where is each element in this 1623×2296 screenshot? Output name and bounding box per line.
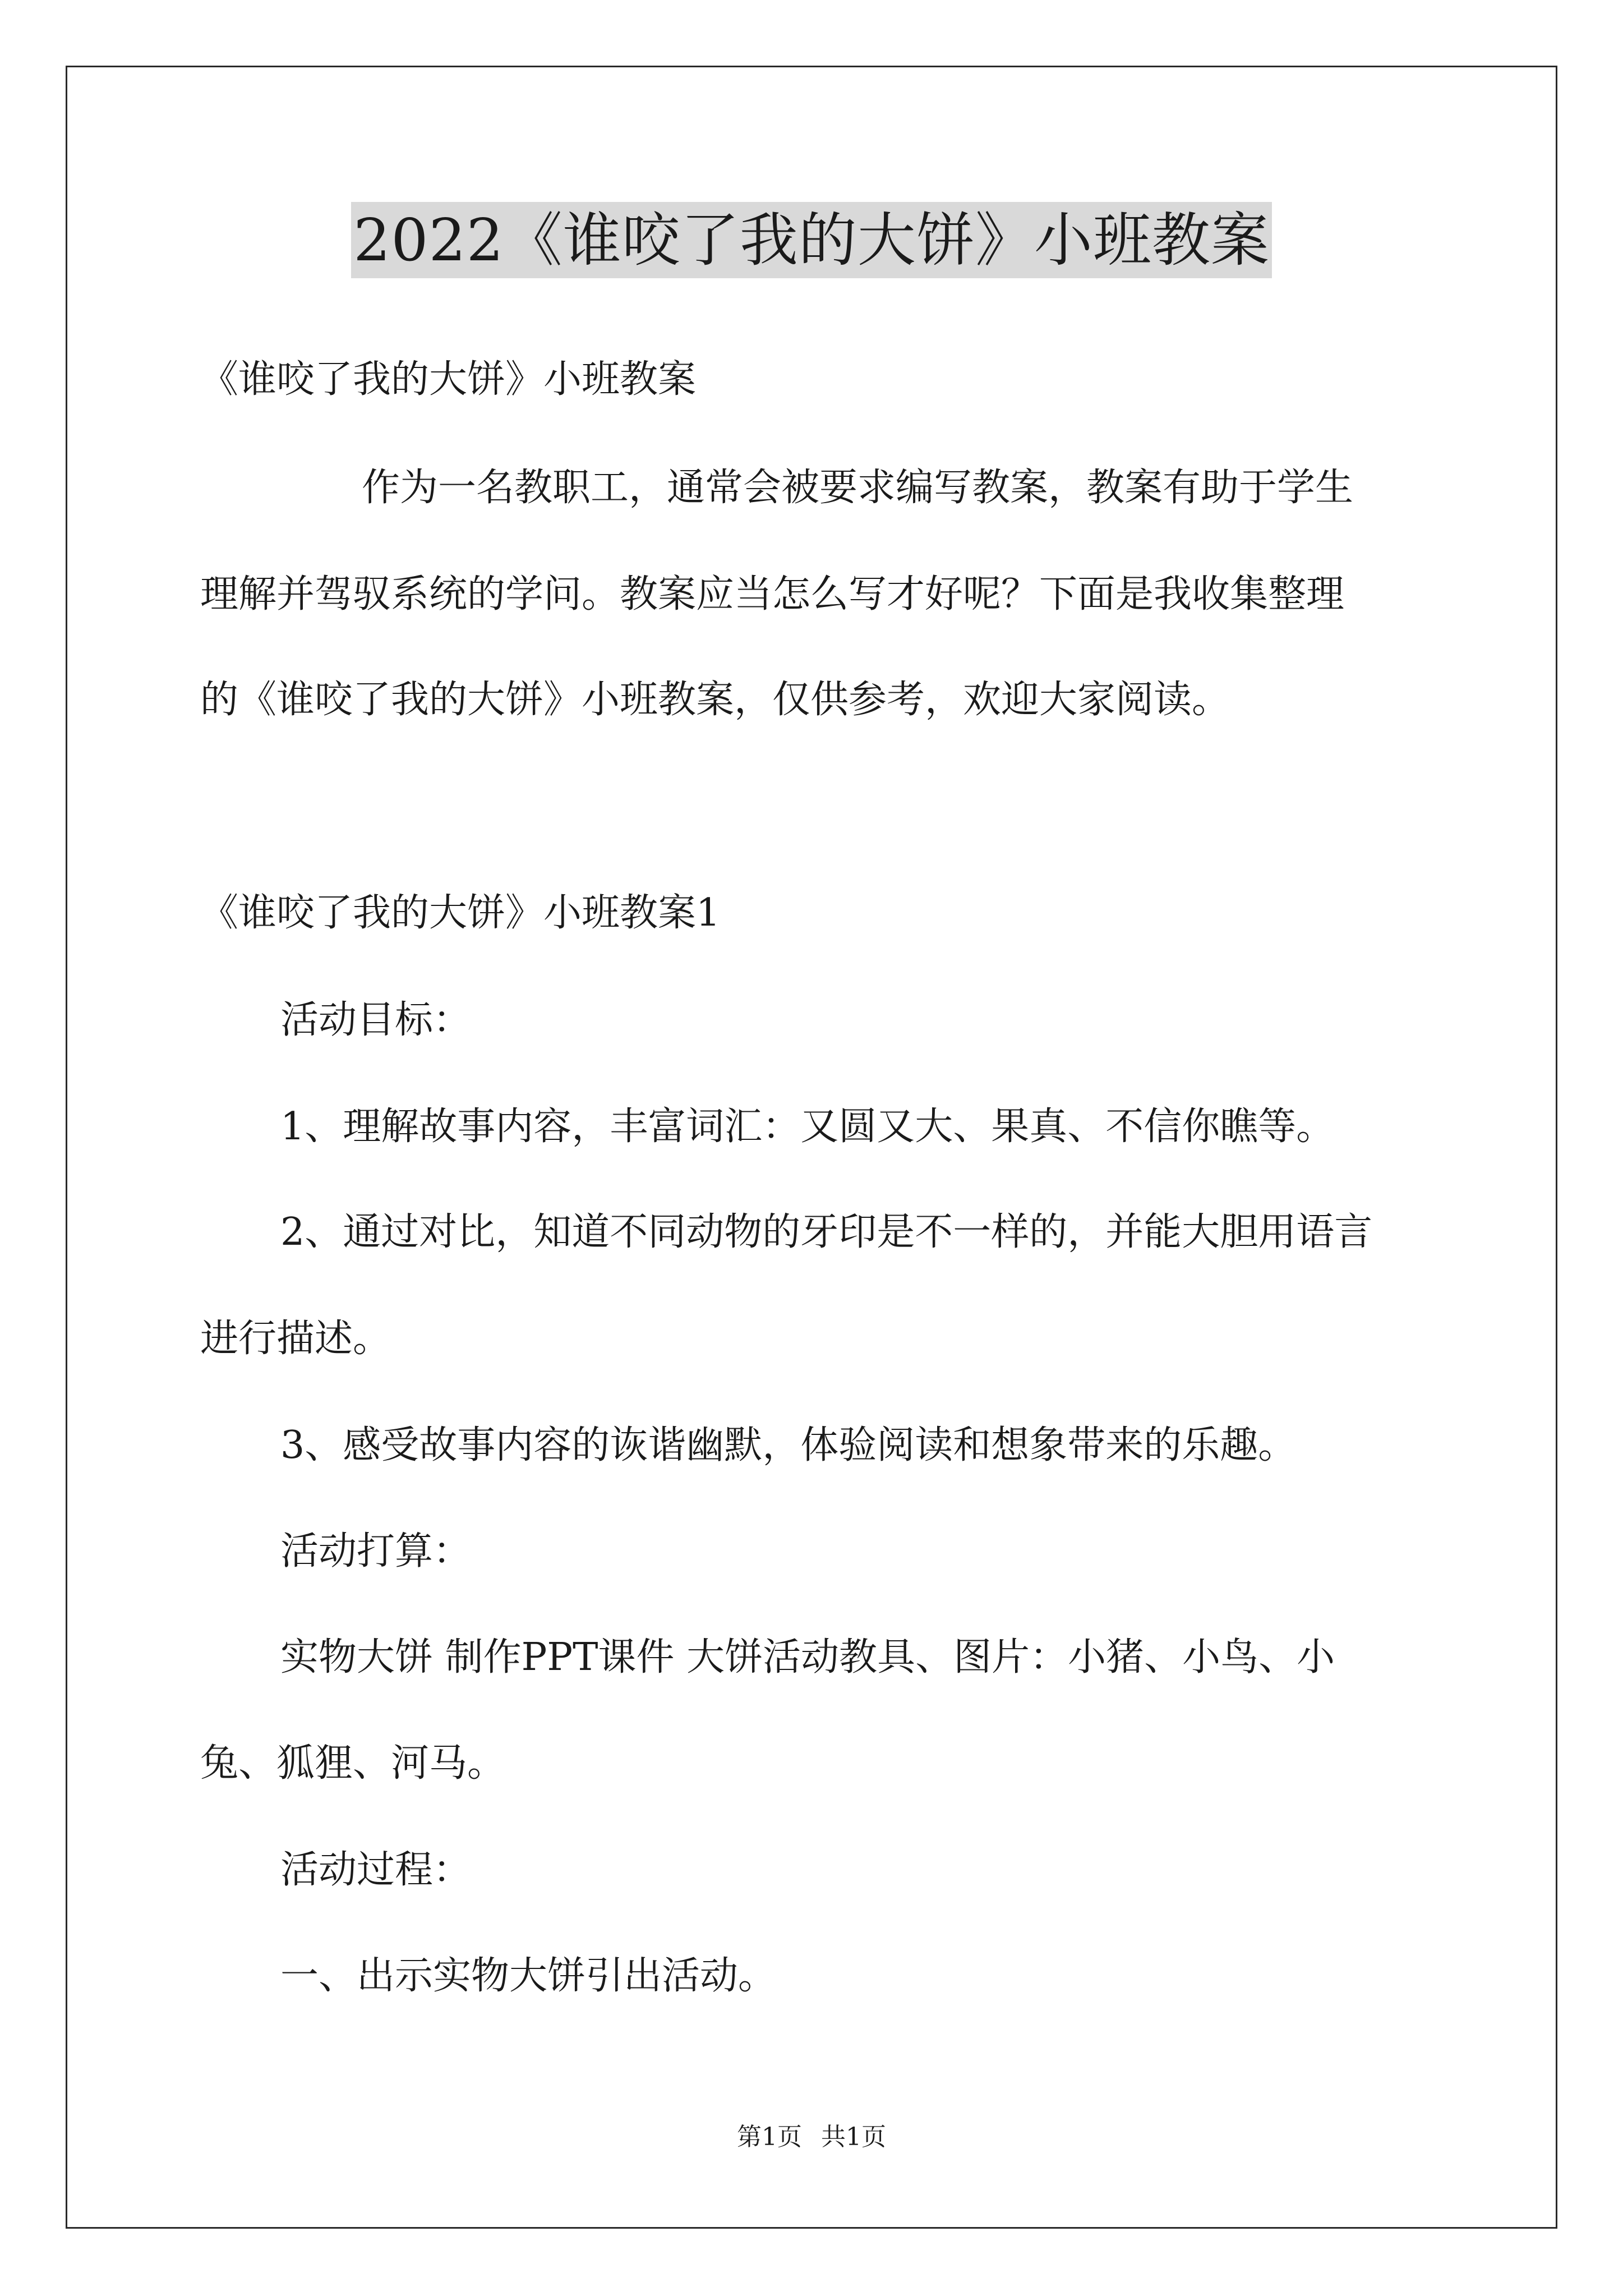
prep-heading: 活动打算： bbox=[280, 1529, 472, 1573]
prep-line-1: 实物大饼 制作PPT课件 大饼活动教具、图片：小猪、小鸟、小 bbox=[280, 1635, 1335, 1680]
subtitle-line: 《谁咬了我的大饼》小班教案 bbox=[200, 357, 697, 402]
document-title: 2022《谁咬了我的大饼》小班教案 bbox=[351, 202, 1272, 278]
goal-1: 1、理解故事内容，丰富词汇：又圆又大、果真、不信你瞧等。 bbox=[280, 1105, 1335, 1149]
process-heading: 活动过程： bbox=[280, 1848, 472, 1892]
section-heading: 《谁咬了我的大饼》小班教案1 bbox=[200, 891, 721, 935]
page-total: 共1页 bbox=[821, 2123, 886, 2151]
prep-line-2: 兔、狐狸、河马。 bbox=[200, 1741, 506, 1786]
page-footer bbox=[0, 2120, 1623, 2154]
goal-3: 3、感受故事内容的诙谐幽默，体验阅读和想象带来的乐趣。 bbox=[280, 1423, 1297, 1467]
page-number: 第1页 bbox=[737, 2123, 802, 2151]
goals-heading: 活动目标： bbox=[280, 998, 472, 1042]
title-wrap bbox=[0, 202, 1623, 278]
intro-line-3: 的《谁咬了我的大饼》小班教案，仅供参考，欢迎大家阅读。 bbox=[200, 678, 1230, 722]
intro-line-1: 作为一名教职工，通常会被要求编写教案，教案有助于学生 bbox=[362, 466, 1354, 510]
goal-2-line-2: 进行描述。 bbox=[200, 1317, 391, 1361]
intro-line-2: 理解并驾驭系统的学问。教案应当怎么写才好呢？下面是我收集整理 bbox=[200, 572, 1345, 616]
process-step-1: 一、出示实物大饼引出活动。 bbox=[280, 1954, 777, 1998]
goal-2-line-1: 2、通过对比，知道不同动物的牙印是不一样的，并能大胆用语言 bbox=[280, 1210, 1373, 1254]
